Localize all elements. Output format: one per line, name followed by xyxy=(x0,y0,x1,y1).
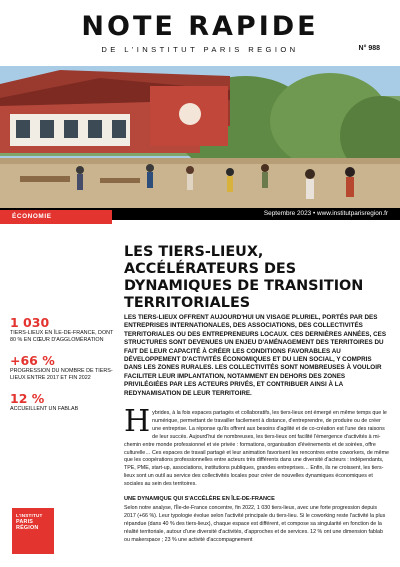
cover-photo xyxy=(0,66,400,208)
key-figure-value: 1 030 xyxy=(10,315,50,330)
section-subhead: UNE DYNAMIQUE QUI S'ACCÉLÈRE EN ÎLE-DE-FRANCE xyxy=(124,496,275,502)
section-tag: ÉCONOMIE xyxy=(0,210,112,224)
article-body-intro-text: ybrides, à la fois espaces partagés et collaboratifs, les tiers-lieux ont émergé en même temps que le numérique, permettant de travailler facilement à distance, d'entreprendre, de produire ou de créer une entreprise. La réponse qu'ils offrent aux besoins d'agilité et de co-création est l'une des raisons de leur succès. Aujourd'hui de nombreuses, les tiers-lieux ont facilité l'émergence d'activités à mi-chemin entre monde professionnel et vie privée : formations, organisation d'événements et de soirées, offre culturelle… Ces espaces de travail partagé et leur animation favorisent les rencontres entre coworkers, de même que les coopérations professionnelles entre acteurs très différents dans une diversité d'acteurs : indépendants, TPE, PME, start-up, associations, institutions publiques, grandes entreprises… Enfin, ils ne croissent, les tiers-lieux sont un outil au service des collectivités locales pour créer de nouvelles dynamiques économiques et sociales au sein des territoires. xyxy=(124,410,389,488)
key-figure xyxy=(10,315,118,344)
publication-date-site: Septembre 2023 • www.institutparisregion.fr xyxy=(263,210,388,217)
key-figure-value: +66 % xyxy=(10,353,55,368)
key-figure-label: TIERS-LIEUX EN ÎLE-DE-FRANCE, DONT 80 % EN CŒUR D'AGGLOMÉRATION xyxy=(10,330,114,343)
logo-line-2: PARIS xyxy=(16,518,34,525)
key-figure-value: 12 % xyxy=(10,391,45,406)
key-figure xyxy=(10,391,118,413)
logo-line-3: RÉGION xyxy=(16,525,39,531)
drop-cap: H xyxy=(124,404,151,439)
key-figure xyxy=(10,353,118,382)
article-body-section: Selon notre analyse, l'Île-de-France concentre, fin 2022, 1 030 tiers-lieux, avec une forte progression depuis 2017 (+66 %). Leur typologie évolue selon l'activité principale du tiers-lieu. Si le coworking reste l'activité la plus répandue (dans 40 % des tiers-lieux), chaque espace est différent, et compose sa singularité en fonction de la réalité territoriale, autour d'une diversité d'activités, d'approches et de services. 12 % ont une dimension fablab ou makerspace ; 23 % une activité d'accompagnement xyxy=(124,505,386,543)
key-figure-label: ACCUEILLENT UN FABLAB xyxy=(10,406,79,412)
article-lede: LES TIERS-LIEUX OFFRENT AUJOURD'HUI UN VISAGE PLURIEL, PORTÉS PAR DES ENTREPRISES INTERNATIONALES, DES ASSOCIATIONS, DES COLLECTIVITÉS TERRITORIALES OU DES ENTREPRENEURS LOCAUX. CES DERNIÈRES ANNÉES, CES STRUCTURES SONT DEVENUES UN ENJEU D'AMÉNAGEMENT DES TERRITOIRES DU FAIT DE LEUR CAPACITÉ À CRÉER LES CONDITIONS FAVORABLES AU DÉVELOPPEMENT D'ACTIVITÉS ÉCONOMIQUES ET DU LIEN SOCIAL, Y COMPRIS DANS LES ZONES RURALES. LES COLLECTIVITÉS SONT NOMBREUSES À VOULOIR FACILITER LEUR IMPLANTATION, NOTAMMENT EN DEHORS DES ZONES PRIVILÉGIÉES PAR LES ACTEURS PRIVÉS, ET CONTRIBUER AINSI À LA REDYNAMISATION DE LEUR TERRITOIRE. xyxy=(124,314,387,397)
institute-logo xyxy=(12,508,54,554)
key-figure-label: PROGRESSION DU NOMBRE DE TIERS-LIEUX ENTRE 2017 ET FIN 2022 xyxy=(10,368,113,381)
publication-subtitle: DE L'INSTITUT PARIS REGION xyxy=(101,45,299,54)
article-body-intro xyxy=(124,404,390,489)
masthead xyxy=(0,0,400,64)
article-headline: LES TIERS-LIEUX, ACCÉLÉRATEURS DES DYNAMIQUES DE TRANSITION TERRITORIALES xyxy=(124,244,364,311)
key-figures xyxy=(10,315,118,422)
cover-photo-illustration xyxy=(0,66,400,208)
logo-line-1: L'INSTITUT xyxy=(16,513,43,518)
publication-title: NOTE RAPIDE xyxy=(81,11,319,42)
issue-number: N° 988 xyxy=(358,45,380,52)
